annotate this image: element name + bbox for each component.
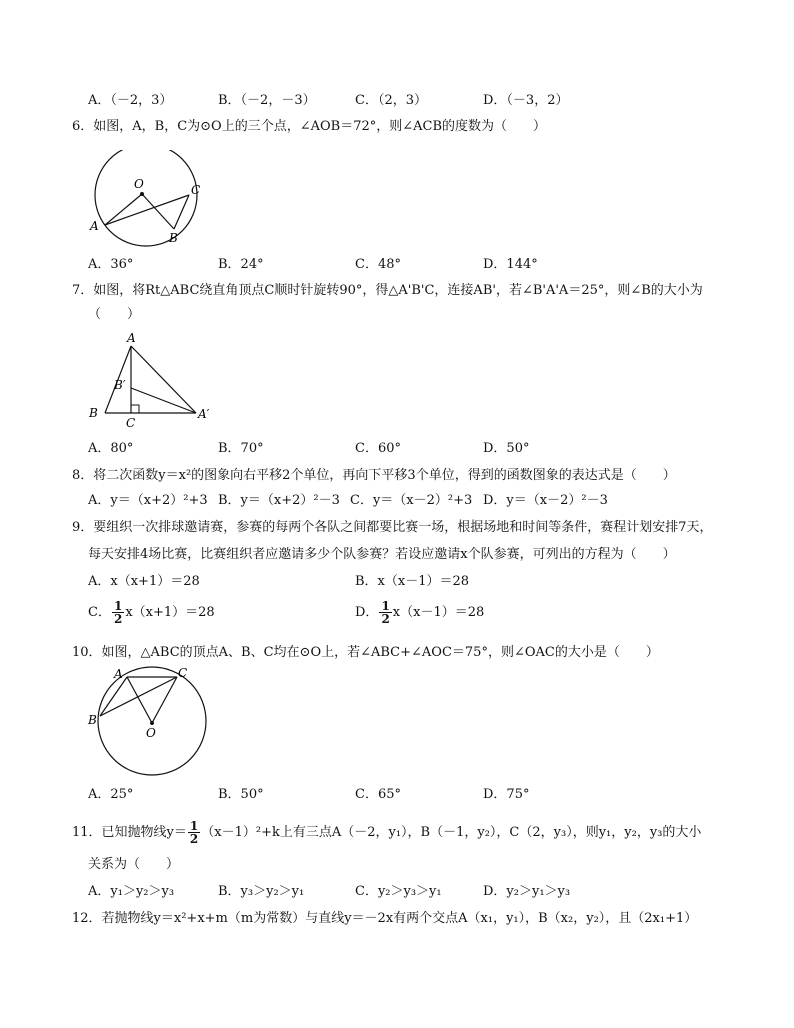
q6-option-c: C．48° [355, 257, 401, 272]
q10-label-b: B [88, 713, 97, 727]
q9-option-b: B．x（x－1）＝28 [355, 574, 470, 589]
q7-option-a: A．80° [88, 441, 134, 456]
q10-label-o: O [146, 726, 156, 740]
q9-option-c: C． $\frac{1}{2}$ x（x+1）＝28 [88, 599, 215, 626]
q9-question-text-2: 每天安排4场比赛，比赛组织者应邀请多少个队参赛？若设应邀请x个队参赛，可列出的方程为（ ） [88, 547, 676, 562]
q9-option-d: D． $\frac{1}{2}$ x（x－1）＝28 [355, 599, 485, 626]
q11-question-text: 11．已知抛物线y＝ $\frac{1}{2}$ （x－1）²+k上有三点A（－2，y₁），B（－1，y₂），C（2，y₃），则y₁，y₂，y₃的大小 [72, 819, 702, 846]
q6-option-d: D．144° [483, 257, 538, 272]
q7-triangle-figure [86, 330, 226, 432]
q10-question-text: 10．如图，△ABC的顶点A、B、C均在⊙O上，若∠ABC+∠AOC＝75°，则∠OAC的大小是（ ） [72, 645, 659, 660]
q10-option-d: D．75° [483, 787, 530, 802]
q10-option-b: B．50° [218, 787, 264, 802]
q11-option-c: C．y₂＞y₃＞y₁ [355, 884, 442, 899]
q6-circle-figure [82, 150, 212, 250]
q8-option-c: C．y＝（x－2）²+3 [350, 493, 473, 508]
q11-option-b: B．y₃＞y₂＞y₁ [218, 884, 305, 899]
q7-label-a: A [127, 331, 136, 345]
q11-option-a: A．y₁＞y₂＞y₃ [88, 884, 175, 899]
q9-option-c-fraction: $\frac{1}{2}$ [113, 599, 123, 626]
q11-fraction: $\frac{1}{2}$ [189, 819, 199, 846]
q7-question-bracket: （ ） [88, 307, 141, 322]
q8-question-text: 8．将二次函数y＝x²的图象向右平移2个单位，再向下平移3个单位，得到的函数图象的表达式是（ ） [72, 468, 676, 483]
q7-label-c: C [126, 416, 136, 430]
q10-option-c: C．65° [355, 787, 401, 802]
q10-label-c: C [178, 666, 188, 680]
q6-option-a: A．36° [88, 257, 134, 272]
q10-option-a: A．25° [88, 787, 134, 802]
q6-question-text: 6．如图，A，B，C为⊙O上的三个点，∠AOB＝72°，则∠ACB的度数为（ ） [72, 119, 547, 134]
q7-label-a-prime: A′ [198, 407, 210, 421]
q10-label-a: A [114, 667, 123, 681]
q7-label-b: B [89, 406, 98, 420]
q8-option-b: B．y＝（x+2）²－3 [218, 493, 340, 508]
q9-option-a: A．x（x+1）＝28 [88, 574, 200, 589]
q6-label-c: C [191, 183, 201, 197]
q5-option-c: C．（2，3） [355, 93, 427, 108]
q7-label-b-prime: B′ [114, 378, 126, 392]
q7-option-d: D．50° [483, 441, 530, 456]
q5-option-b: B．（－2，－3） [218, 93, 316, 108]
q8-option-a: A．y＝（x+2）²+3 [88, 493, 208, 508]
q6-label-a: A [90, 219, 99, 233]
q6-label-o: O [134, 177, 144, 191]
q10-circle-figure [82, 664, 212, 784]
q11-question-text-2: 关系为（ ） [88, 857, 180, 872]
q6-label-b: B [169, 231, 178, 245]
q7-option-c: C．60° [355, 441, 401, 456]
q7-option-b: B．70° [218, 441, 264, 456]
q5-option-a: A．（－2，3） [88, 93, 173, 108]
q7-question-text: 7．如图，将Rt△ABC绕直角顶点C顺时针旋转90°，得△A'B'C，连接AB'，若∠B'A'A＝25°，则∠B的大小为 [72, 283, 703, 298]
q8-option-d: D．y＝（x－2）²－3 [483, 493, 608, 508]
q11-option-d: D．y₂＞y₁＞y₃ [483, 884, 571, 899]
q12-question-text: 12．若抛物线y＝x²+x+m（m为常数）与直线y＝－2x有两个交点A（x₁，y₁），B（x₂，y₂），且（2x₁+1） [72, 911, 698, 926]
q9-question-text: 9．要组织一次排球邀请赛，参赛的每两个各队之间都要比赛一场，根据场地和时间等条件，赛程计划安排7天， [72, 520, 713, 535]
q6-option-b: B．24° [218, 257, 264, 272]
q9-option-d-fraction: $\frac{1}{2}$ [381, 599, 390, 626]
q5-option-d: D．（－3，2） [483, 93, 569, 108]
